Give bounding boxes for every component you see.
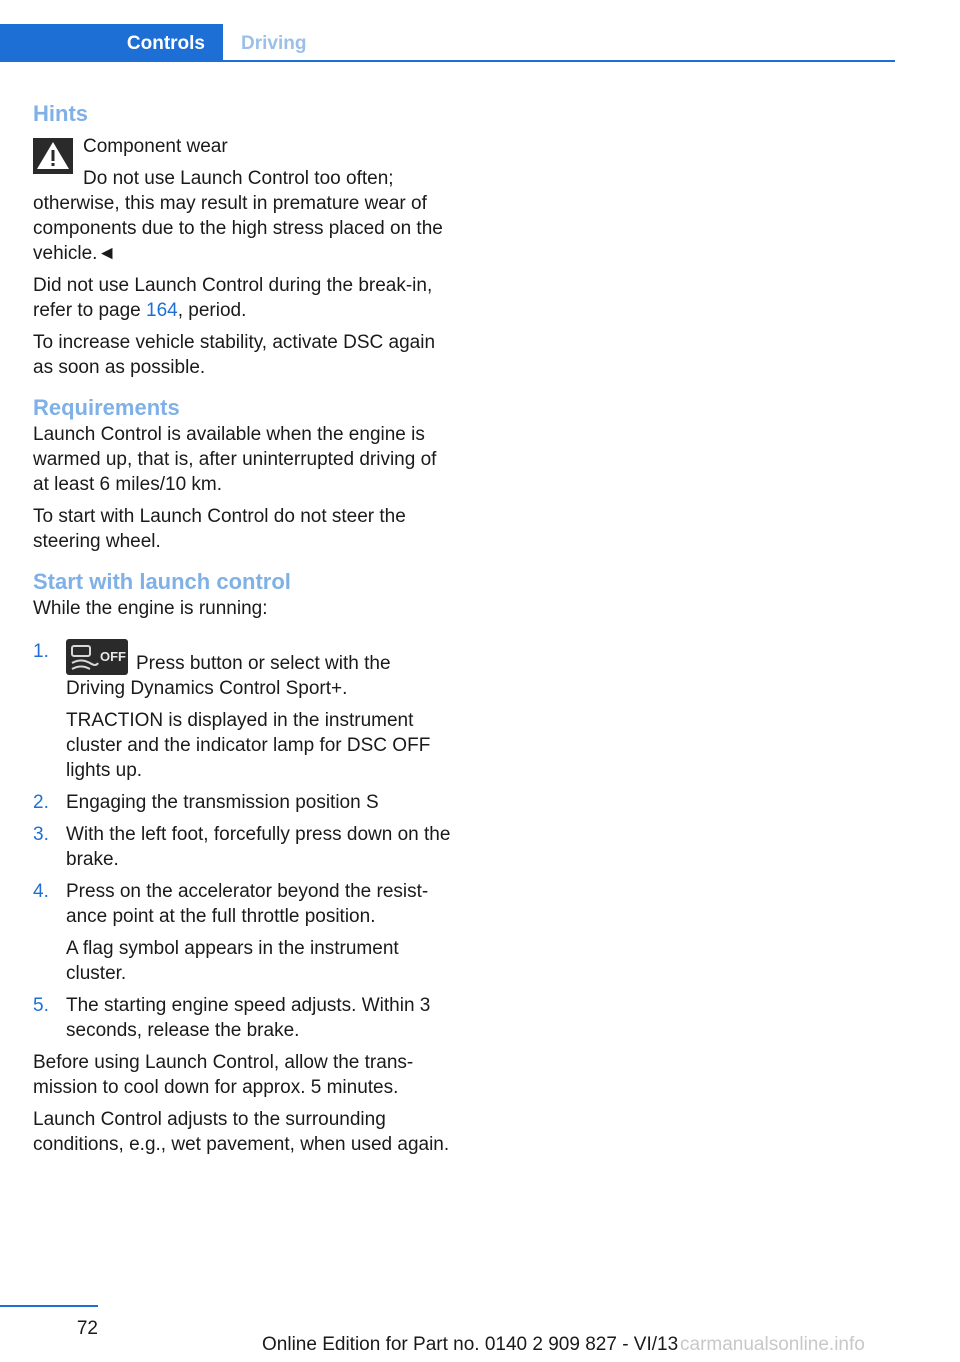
- step-1-text: Press button or select with the Driving Dynamics Control Sport+.: [66, 653, 391, 699]
- footer-divider: [0, 1305, 98, 1307]
- main-content: [33, 100, 453, 1164]
- svg-text:OFF: OFF: [100, 649, 126, 664]
- page-number: 72: [76, 1318, 98, 1339]
- step-1-extra: TRACTION is displayed in the instrument cluster and the indicator lamp for DSC OFF lights up.: [66, 710, 431, 781]
- header-bar: [0, 24, 895, 62]
- list-item: [33, 639, 453, 783]
- watermark-text: carmanualsonline.info: [680, 1334, 865, 1355]
- dsc-off-button-icon: [66, 639, 128, 675]
- steps-list: [33, 639, 453, 1043]
- edition-text: Online Edition for Part no. 0140 2 909 827 - VI/13: [262, 1334, 679, 1355]
- after-note-1: Before using Launch Control, allow the trans‐mission to cool down for approx. 5 minutes.: [33, 1052, 414, 1098]
- tab-controls-label: Controls: [126, 32, 205, 54]
- step-number: 4.: [33, 881, 49, 902]
- tab-driving[interactable]: [223, 24, 306, 62]
- warning-title: Component wear: [83, 136, 228, 157]
- break-in-note: Did not use Launch Control during the break-in, refer to page 164, period.: [33, 275, 433, 321]
- step-number: 5.: [33, 995, 49, 1016]
- step-number: 3.: [33, 824, 49, 845]
- warning-box: [33, 134, 453, 266]
- step-5-text: The starting engine speed adjusts. Within 3 seconds, release the brake.: [66, 995, 431, 1041]
- stability-note: To increase vehicle stability, activate DSC again as soon as possible.: [33, 332, 436, 378]
- warning-text: Do not use Launch Control too often; otherwise, this may result in premature wear of components due to the high stress placed on the vehicle.◄: [33, 168, 443, 264]
- list-item: [33, 879, 453, 986]
- requirements-text-2: To start with Launch Control do not steer the steering wheel.: [33, 506, 406, 552]
- step-4-text: Press on the accelerator beyond the resist‐ance point at the full throttle position.: [66, 881, 429, 927]
- tab-controls[interactable]: [0, 24, 223, 62]
- list-item: [33, 822, 453, 872]
- step-number: 2.: [33, 792, 49, 813]
- step-number: 1.: [33, 641, 49, 662]
- step-2-text: Engaging the transmission position S: [66, 792, 379, 813]
- list-item: [33, 993, 453, 1043]
- header-divider: [0, 60, 895, 62]
- step-4-extra: A flag symbol appears in the instrument cluster.: [66, 938, 399, 984]
- tab-driving-label: Driving: [241, 32, 307, 54]
- start-intro: While the engine is running:: [33, 598, 268, 619]
- step-3-text: With the left foot, forcefully press down on the brake.: [66, 824, 451, 870]
- after-note-2: Launch Control adjusts to the surrounding conditions, e.g., wet pavement, when used again.: [33, 1109, 450, 1155]
- warning-triangle-icon: [33, 138, 73, 174]
- start-heading: Start with launch control: [33, 569, 291, 594]
- list-item: [33, 790, 453, 815]
- requirements-text-1: Launch Control is available when the engine is warmed up, that is, after uninterrupted driving of at least 6 miles/10 km.: [33, 424, 437, 495]
- hints-heading: Hints: [33, 101, 88, 126]
- page-link-164[interactable]: 164: [146, 300, 178, 321]
- requirements-heading: Requirements: [33, 395, 180, 420]
